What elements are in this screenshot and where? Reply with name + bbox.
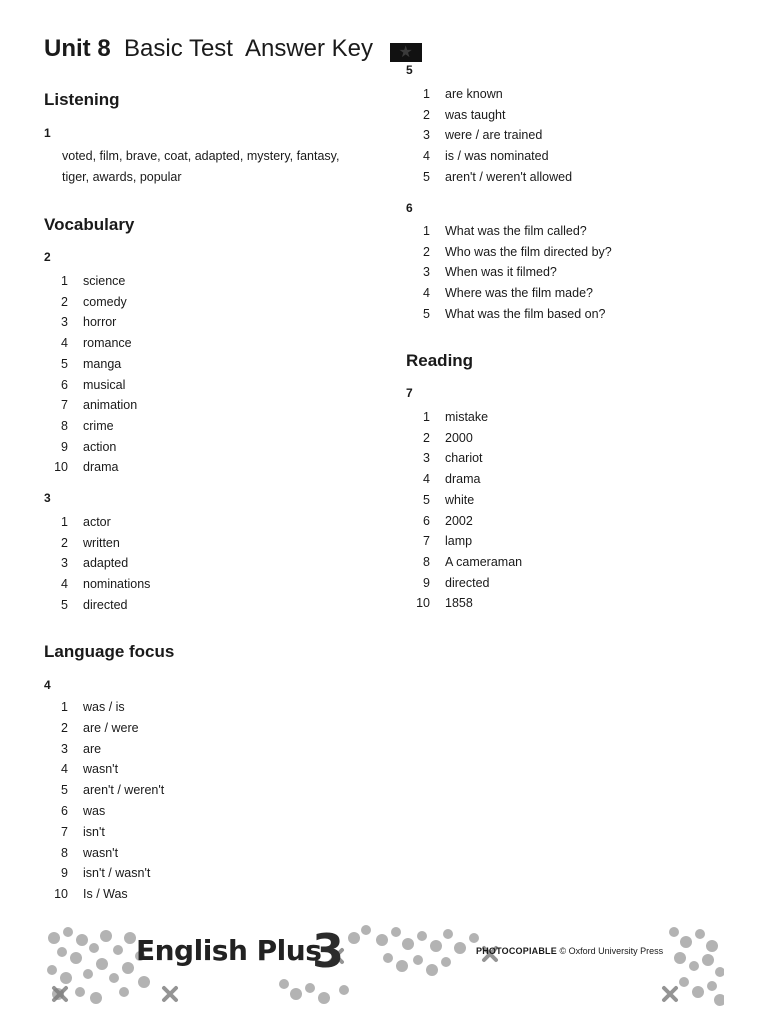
- answer-row: [46, 335, 132, 351]
- item-number: 4: [423, 472, 430, 487]
- answer-text: 2002: [445, 513, 473, 528]
- item-number: 3: [423, 451, 430, 466]
- answer-row: [408, 148, 549, 164]
- answer-row: [46, 459, 118, 475]
- answer-text: aren't / weren't: [83, 783, 165, 798]
- answer-row: [408, 492, 474, 508]
- answer-row: [46, 418, 114, 434]
- item-number: 5: [61, 356, 68, 371]
- question-number-3: 3: [44, 491, 51, 505]
- item-number: 2: [61, 535, 68, 550]
- answer-row: [408, 575, 489, 591]
- item-number: 3: [61, 315, 68, 330]
- answer-text: What was the film based on?: [445, 306, 606, 321]
- answer-text: comedy: [83, 294, 127, 309]
- item-number: 1: [423, 224, 430, 238]
- answer-row: [408, 554, 522, 570]
- answer-text: When was it filmed?: [445, 265, 557, 280]
- item-number: 5: [423, 306, 430, 321]
- item-number: 7: [423, 534, 430, 549]
- answer-text: aren't / weren't allowed: [445, 169, 573, 184]
- answer-text: manga: [83, 356, 122, 371]
- answer-text: crime: [83, 418, 114, 433]
- item-number: 8: [61, 845, 68, 860]
- answer-text: nominations: [83, 577, 151, 592]
- answer-paragraph-1: [62, 146, 362, 188]
- answer-text: directed: [445, 575, 490, 590]
- answer-row: [46, 845, 118, 861]
- answer-text: 1858: [445, 596, 473, 611]
- flower-pattern-right: [669, 927, 724, 1006]
- answer-text: wasn't: [83, 845, 119, 860]
- answer-row: [408, 107, 505, 123]
- answer-row: [408, 127, 542, 143]
- answer-row: [46, 720, 139, 736]
- question-number-1: 1: [44, 126, 51, 140]
- question-number-5: 5: [406, 63, 413, 77]
- item-number: 2: [61, 720, 68, 735]
- item-number: 1: [61, 515, 68, 529]
- answer-text: musical: [83, 377, 126, 392]
- answer-row: [408, 285, 593, 301]
- answer-row: [46, 597, 127, 613]
- answer-row: [46, 314, 116, 330]
- item-number: 2: [423, 107, 430, 122]
- answer-row: [408, 595, 473, 611]
- item-number: 9: [61, 866, 68, 881]
- answer-text: actor: [83, 515, 111, 529]
- answer-text: Is / Was: [83, 887, 128, 902]
- answer-row: [408, 409, 488, 425]
- answer-text: What was the film called?: [445, 224, 587, 238]
- answer-row: [46, 397, 137, 413]
- answer-text: action: [83, 439, 117, 454]
- answer-row: [408, 471, 480, 487]
- item-number: 9: [423, 575, 430, 590]
- answer-text: Where was the film made?: [445, 286, 593, 301]
- answer-row: [46, 824, 105, 840]
- answer-text: was taught: [445, 107, 506, 122]
- answer-text: adapted: [83, 556, 129, 571]
- answer-row: [408, 513, 473, 529]
- title-text: Basic Test Answer Key: [124, 35, 374, 62]
- answer-text: isn't / wasn't: [83, 866, 151, 881]
- question-number-6: 6: [406, 201, 413, 215]
- answer-row: [408, 223, 587, 239]
- item-number: 2: [423, 244, 430, 259]
- section-heading-reading: Reading: [406, 351, 474, 370]
- answer-row: [408, 450, 483, 466]
- item-number: 10: [416, 596, 430, 611]
- item-number: 5: [61, 597, 68, 612]
- item-number: 1: [423, 87, 430, 101]
- answer-row: [46, 377, 125, 393]
- answer-text: A cameraman: [445, 554, 523, 569]
- answer-text: Who was the film directed by?: [445, 244, 612, 259]
- item-number: 1: [423, 410, 430, 424]
- answer-row: [408, 264, 557, 280]
- item-number: 10: [54, 887, 68, 902]
- item-number: 6: [61, 804, 68, 818]
- brand-logo-number: 3: [312, 924, 345, 978]
- item-number: 7: [61, 398, 68, 413]
- answer-row: [46, 865, 150, 881]
- question-number-4: 4: [44, 678, 51, 692]
- answer-text: isn't: [83, 824, 105, 839]
- answer-text: drama: [445, 472, 481, 487]
- answer-row: [408, 86, 503, 102]
- answer-line: voted, film, brave, coat, adapted, mystery, fantasy,: [62, 149, 340, 163]
- photocopiable-notice: [476, 946, 663, 956]
- item-number: 2: [61, 294, 68, 309]
- answer-text: 2000: [445, 430, 473, 445]
- item-number: 5: [423, 492, 430, 507]
- answer-row: [46, 761, 118, 777]
- answer-row: [46, 741, 101, 757]
- answer-text: mistake: [445, 410, 489, 424]
- answer-text: are / were: [83, 720, 139, 735]
- item-number: 4: [61, 577, 68, 592]
- item-number: 3: [61, 741, 68, 756]
- answer-row: [46, 576, 150, 592]
- item-number: 6: [61, 377, 68, 392]
- answer-text: written: [83, 535, 120, 550]
- brand-logo: English Plus: [136, 934, 322, 967]
- item-number: 8: [61, 418, 68, 433]
- answer-text: was / is: [83, 700, 125, 714]
- answer-row: [408, 430, 473, 446]
- item-number: 4: [61, 336, 68, 351]
- answer-row: [408, 306, 606, 322]
- item-number: 3: [423, 128, 430, 143]
- item-number: 5: [61, 783, 68, 798]
- answer-text: were / are trained: [445, 128, 543, 143]
- item-number: 7: [61, 824, 68, 839]
- item-number: 4: [423, 149, 430, 164]
- item-number: 9: [61, 439, 68, 454]
- item-number: 4: [61, 762, 68, 777]
- section-heading-vocabulary: Vocabulary: [44, 215, 135, 234]
- item-number: 1: [61, 274, 68, 288]
- item-number: 5: [423, 169, 430, 184]
- item-number: 1: [61, 700, 68, 714]
- answer-text: drama: [83, 460, 119, 475]
- answer-text: white: [445, 492, 475, 507]
- item-number: 10: [54, 460, 68, 475]
- question-number-2: 2: [44, 250, 51, 264]
- section-heading-listening: Listening: [44, 90, 120, 109]
- answer-text: romance: [83, 336, 132, 351]
- answer-text: directed: [83, 597, 128, 612]
- item-number: 3: [423, 265, 430, 280]
- answer-row: [46, 535, 120, 551]
- item-number: 6: [423, 513, 430, 528]
- page-title: [44, 30, 422, 68]
- answer-text: chariot: [445, 451, 483, 466]
- section-heading-language-focus: Language focus: [44, 642, 175, 661]
- item-number: 3: [61, 556, 68, 571]
- answer-row: [46, 439, 116, 455]
- answer-text: are known: [445, 87, 503, 101]
- answer-row: [408, 244, 612, 260]
- item-number: 2: [423, 430, 430, 445]
- answer-row: [46, 555, 128, 571]
- answer-row: [408, 533, 472, 549]
- answer-row: [46, 273, 125, 289]
- answer-row: [46, 782, 164, 798]
- photocopiable-label: PHOTOCOPIABLE: [476, 946, 557, 956]
- item-number: 4: [423, 286, 430, 301]
- answer-text: animation: [83, 398, 138, 413]
- publisher-credit: © Oxford University Press: [559, 946, 664, 956]
- answer-row: [46, 886, 128, 902]
- answer-text: lamp: [445, 534, 473, 549]
- answer-row: [46, 356, 121, 372]
- answer-text: wasn't: [83, 762, 119, 777]
- answer-text: science: [83, 274, 126, 288]
- unit-label: Unit 8: [44, 35, 111, 62]
- answer-row: [46, 699, 125, 715]
- answer-row: [408, 169, 572, 185]
- star-icon: ★: [390, 43, 422, 62]
- answer-row: [46, 294, 127, 310]
- answer-row: [46, 514, 111, 530]
- answer-text: are: [83, 741, 102, 756]
- item-number: 8: [423, 554, 430, 569]
- answer-text: horror: [83, 315, 117, 330]
- answer-row: [46, 803, 105, 819]
- answer-text: was: [83, 804, 106, 818]
- question-number-7: 7: [406, 386, 413, 400]
- answer-text: is / was nominated: [445, 149, 549, 164]
- answer-line: tiger, awards, popular: [62, 170, 182, 184]
